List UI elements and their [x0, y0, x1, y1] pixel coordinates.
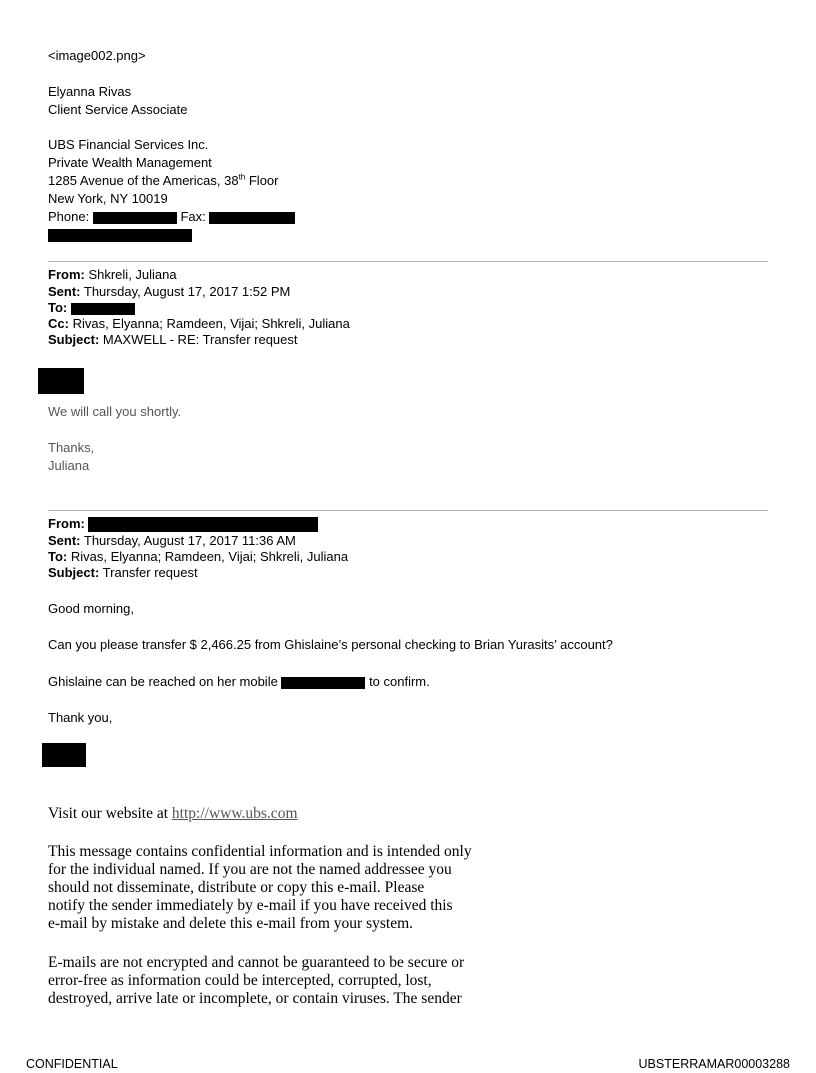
email1-body: We will call you shortly.	[48, 404, 182, 419]
signature-division: Private Wealth Management	[48, 155, 212, 170]
email2-subject: Subject: Transfer request	[48, 565, 198, 580]
redaction-phone	[93, 212, 177, 224]
attachment-placeholder: <image002.png>	[48, 48, 146, 63]
redaction-email	[48, 229, 192, 242]
email2-mobile: Ghislaine can be reached on her mobile to confirm.	[48, 674, 430, 689]
redaction-signature	[42, 743, 86, 767]
email2-sent: Sent: Thursday, August 17, 2017 11:36 AM	[48, 533, 296, 548]
disclaimer-paragraph-2: E-mails are not encrypted and cannot be guaranteed to be secure or error-free as information could be intercepted, corrupted, lost, destroyed, arrive late or incomplete, or contain viruses. The sender	[48, 954, 465, 1007]
disclaimer-paragraph-1: This message contains confidential information and is intended only for the individual named. If you are not the named addressee you should not disseminate, distribute or copy this e-mail. Please notify the sender immediately by e-mail if you have received this e-mail by mistake and delete this e-mail from your system.	[48, 843, 472, 932]
redaction-greeting	[38, 368, 84, 394]
website-line: Visit our website at http://www.ubs.com	[48, 805, 298, 822]
email1-sent: Sent: Thursday, August 17, 2017 1:52 PM	[48, 284, 291, 299]
redaction-mobile	[281, 677, 365, 689]
email2-to: To: Rivas, Elyanna; Ramdeen, Vijai; Shkreli, Juliana	[48, 549, 349, 564]
email1-subject: Subject: MAXWELL - RE: Transfer request	[48, 332, 298, 347]
email2-request: Can you please transfer $ 2,466.25 from Ghislaine’s personal checking to Brian Yurasits’ account?	[48, 637, 613, 652]
signature-company: UBS Financial Services Inc.	[48, 137, 209, 152]
redaction-recipient	[71, 303, 135, 315]
redaction-sender	[88, 517, 318, 532]
email1-from: From: Shkreli, Juliana	[48, 267, 177, 282]
signature-title: Client Service Associate	[48, 102, 188, 117]
bates-number: UBSTERRAMAR00003288	[638, 1057, 790, 1071]
signature-city: New York, NY 10019	[48, 191, 168, 206]
email2-greeting: Good morning,	[48, 601, 134, 616]
email1-closing: Thanks,	[48, 440, 95, 455]
email2-from: From:	[48, 516, 318, 532]
confidential-label: CONFIDENTIAL	[26, 1057, 118, 1071]
email1-signoff: Juliana	[48, 458, 90, 473]
email1-cc: Cc: Rivas, Elyanna; Ramdeen, Vijai; Shkreli, Juliana	[48, 316, 350, 331]
email1-to: To:	[48, 300, 135, 316]
redaction-fax	[209, 212, 295, 224]
signature-name: Elyanna Rivas	[48, 84, 132, 99]
website-link[interactable]: http://www.ubs.com	[171, 805, 298, 822]
signature-phone-fax: Phone: Fax:	[48, 208, 295, 226]
email2-closing: Thank you,	[48, 710, 113, 725]
signature-address: 1285 Avenue of the Americas, 38th Floor	[48, 172, 279, 188]
separator-rule	[48, 261, 768, 262]
separator-rule	[48, 510, 768, 511]
